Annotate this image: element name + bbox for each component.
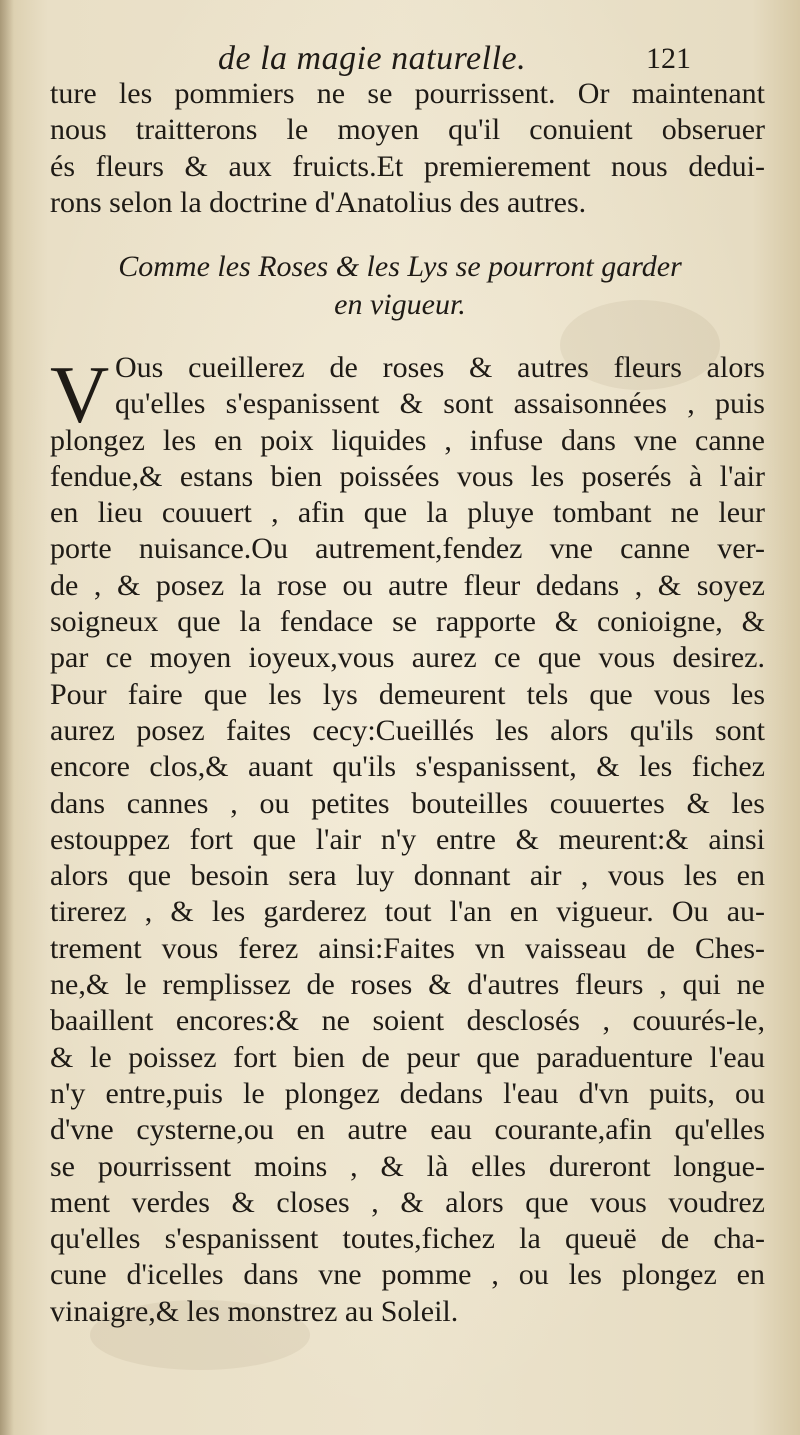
text-line: en lieu couuert , afin que la pluye tombant ne leur <box>50 496 765 530</box>
text-line: Ous cueillerez de roses & autres fleurs alors <box>115 351 765 384</box>
text-line: fendue,& estans bien poissées vous les poserés à l'air <box>50 459 765 493</box>
drop-capital: V <box>50 349 110 440</box>
intro-paragraph <box>50 76 765 221</box>
section-heading <box>0 248 800 324</box>
text-line: nous traitterons le moyen qu'il conuient obseruer <box>50 113 765 147</box>
text-line: baaillent encores:& ne soient desclosés , couurés-le, <box>50 1004 765 1038</box>
text-line: & le poissez fort bien de peur que paraduenture l'eau <box>50 1040 765 1074</box>
text-line: qu'elles s'espanissent & sont assaisonnées , puis <box>115 387 765 421</box>
text-line: Pour faire que les lys demeurent tels que vous les <box>50 677 765 711</box>
text-line: ne,& le remplissez de roses & d'autres fleurs , qui ne <box>50 968 765 1002</box>
text-line: qu'elles s'espanissent toutes,fichez la queuë de cha- <box>50 1222 765 1256</box>
text-line: ment verdes & closes , & alors que vous voudrez <box>50 1185 765 1219</box>
running-title: de la magie naturelle. <box>218 40 527 77</box>
text-line: vinaigre,& les monstrez au Soleil. <box>50 1294 459 1328</box>
text-line: estouppez fort que l'air n'y entre & meurent:& ainsi <box>50 822 765 856</box>
page-gutter-shadow <box>0 0 14 1435</box>
text-line: plongez les en poix liquides , infuse dans vne canne <box>50 423 765 457</box>
text-line: aurez posez faites cecy:Cueillés les alors qu'ils sont <box>50 713 765 747</box>
text-line: par ce moyen ioyeux,vous aurez ce que vous desirez. <box>50 641 765 675</box>
section-heading-line: Comme les Roses & les Lys se pourront garder <box>118 250 682 283</box>
text-line: rons selon la doctrine d'Anatolius des autres. <box>50 185 587 219</box>
page-number: 121 <box>646 42 691 75</box>
text-line: se pourrissent moins , & là elles dureront longue- <box>50 1149 765 1183</box>
text-line: encore clos,& auant qu'ils s'espanissent, & les fichez <box>50 750 765 784</box>
main-paragraph <box>50 350 765 1330</box>
section-heading-line: en vigueur. <box>334 288 466 321</box>
text-line: trement vous ferez ainsi:Faites vn vaisseau de Ches- <box>50 931 765 965</box>
text-line: tirerez , & les garderez tout l'an en vigueur. Ou au- <box>50 895 765 929</box>
text-line: ture les pommiers ne se pourrissent. Or maintenant <box>50 77 765 110</box>
text-line: és fleurs & aux fruicts.Et premierement nous dedui- <box>50 149 765 183</box>
text-line: cune d'icelles dans vne pomme , ou les plongez en <box>50 1258 765 1292</box>
running-head <box>0 40 800 80</box>
text-line: soigneux que la fendace se rapporte & conioigne, & <box>50 605 765 639</box>
text-line: porte nuisance.Ou autrement,fendez vne canne ver- <box>50 532 765 566</box>
text-line: n'y entre,puis le plongez dedans l'eau d'vn puits, ou <box>50 1076 765 1110</box>
text-line: alors que besoin sera luy donnant air , vous les en <box>50 859 765 893</box>
text-line: dans cannes , ou petites bouteilles couuertes & les <box>50 786 765 820</box>
text-line: de , & posez la rose ou autre fleur dedans , & soyez <box>50 568 765 602</box>
text-line: d'vne cysterne,ou en autre eau courante,afin qu'elles <box>50 1113 765 1147</box>
